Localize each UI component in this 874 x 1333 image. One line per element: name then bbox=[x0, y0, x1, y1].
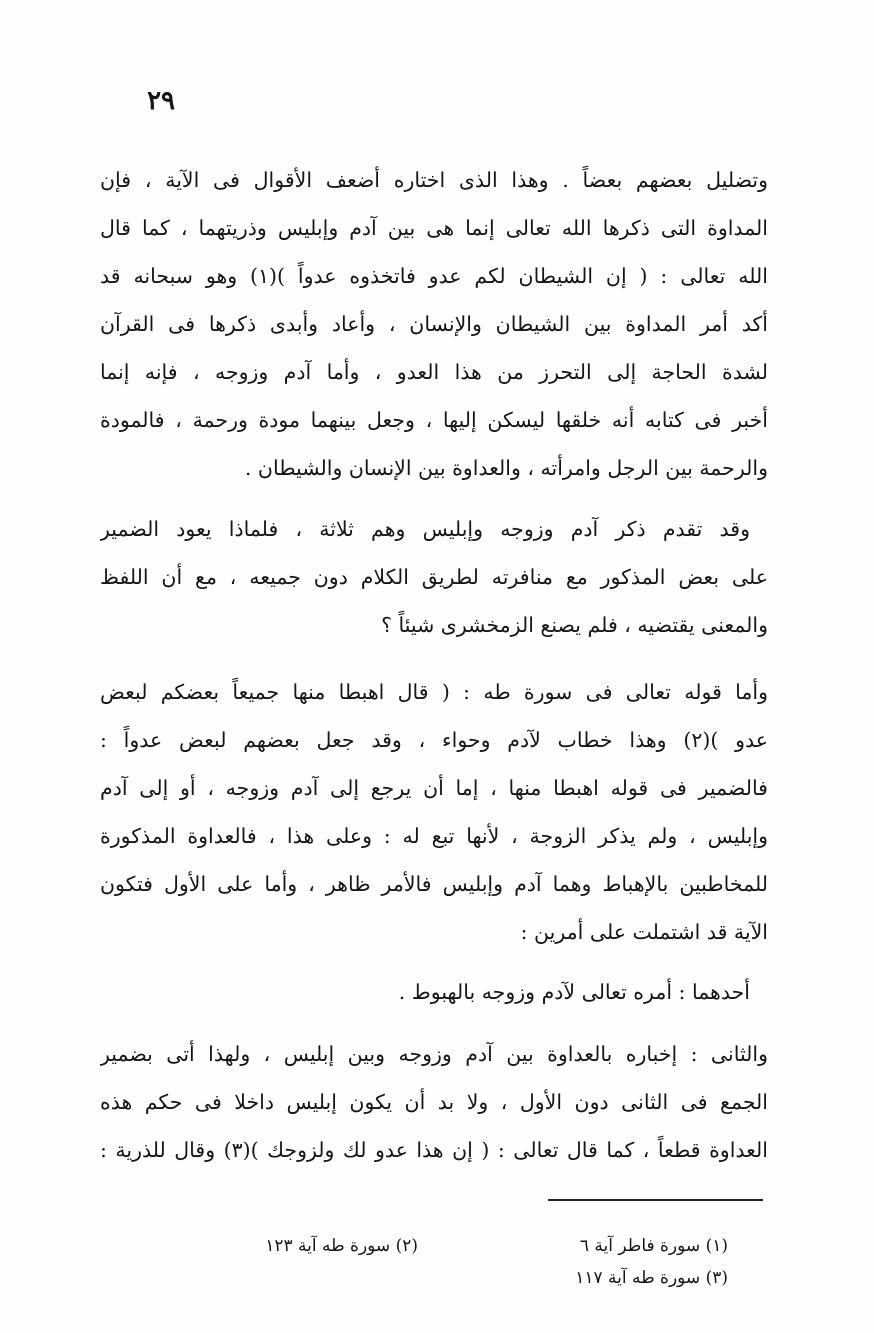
footnotes bbox=[100, 1230, 768, 1310]
text-line: أخبر فى كتابه أنه خلقها ليسكن إليها ، وجعل بينهما مودة ورحمة ، فالمودة bbox=[100, 408, 768, 432]
text-line: والمعنى يقتضيه ، فلم يصنع الزمخشرى شيئاً ؟ bbox=[381, 613, 768, 637]
text-line: على بعض المذكور مع منافرته لطريق الكلام دون جميعه ، مع أن اللفظ bbox=[100, 565, 768, 589]
text-line: أحدهما : أمره تعالى لآدم وزوجه بالهبوط . bbox=[398, 980, 750, 1004]
text-line: لشدة الحاجة إلى التحرز من هذا العدو ، وأما آدم وزوجه ، فإنه إنما bbox=[100, 360, 768, 384]
text-line: الله تعالى : ( إن الشيطان لكم عدو فاتخذوه عدواً )(١) وهو سبحانه قد bbox=[100, 264, 768, 288]
text-line: الآية قد اشتملت على أمرين : bbox=[520, 920, 768, 944]
text-line: فالضمير فى قوله اهبطا منها ، إما أن يرجع إلى آدم وزوجه ، أو إلى آدم bbox=[100, 776, 768, 800]
text-line: للمخاطبين بالإهباط وهما آدم وإبليس فالأمر ظاهر ، وأما على الأول فتكون bbox=[100, 872, 768, 896]
text-line: عدو )(٢) وهذا خطاب لآدم وحواء ، وقد جعل بعضهم لبعض عدواً : bbox=[100, 728, 768, 752]
text-line: المداوة التى ذكرها الله تعالى إنما هى بين آدم وإبليس وذريتهما ، كما قال bbox=[100, 216, 768, 240]
text-line: والثانى : إخباره بالعداوة بين آدم وزوجه وبين إبليس ، ولهذا أتى بضمير bbox=[100, 1042, 768, 1066]
text-line: العداوة قطعاً ، كما قال تعالى : ( إن هذا عدو لك ولزوجك )(٣) وقال للذرية : bbox=[100, 1138, 768, 1162]
text-line: وأما قوله تعالى فى سورة طه : ( قال اهبطا منها جميعاً بعضكم لبعض bbox=[100, 680, 768, 704]
page-number: ٢٩ bbox=[147, 86, 175, 116]
text-line: أكد أمر المداوة بين الشيطان والإنسان ، وأعاد وأبدى ذكرها فى القرآن bbox=[100, 312, 768, 336]
paragraph-1 bbox=[100, 156, 768, 492]
text-line: وإبليس ، ولم يذكر الزوجة ، لأنها تبع له : وعلى هذا ، فالعداوة المذكورة bbox=[100, 824, 768, 848]
text-line: الجمع فى الثانى دون الأول ، ولا بد أن يكون إبليس داخلا فى حكم هذه bbox=[100, 1090, 768, 1114]
paragraph-5 bbox=[100, 1030, 768, 1174]
footnote-2: (٢) سورة طه آية ١٢٣ bbox=[265, 1236, 418, 1256]
footnote-separator bbox=[548, 1199, 763, 1201]
text-line: والرحمة بين الرجل وامرأته ، والعداوة بين الإنسان والشيطان . bbox=[244, 456, 768, 480]
text-line: وتضليل بعضهم بعضاً . وهذا الذى اختاره أضعف الأقوال فى الآية ، فإن bbox=[100, 168, 768, 192]
paragraph-4 bbox=[100, 968, 768, 1016]
footnote-1: (١) سورة فاطر آية ٦ bbox=[579, 1236, 728, 1256]
paragraph-2 bbox=[100, 505, 768, 649]
paragraph-3 bbox=[100, 668, 768, 956]
text-line: وقد تقدم ذكر آدم وزوجه وإبليس وهم ثلاثة ، فلماذا يعود الضمير bbox=[100, 517, 750, 541]
footnote-3: (٣) سورة طه آية ١١٧ bbox=[575, 1268, 728, 1288]
